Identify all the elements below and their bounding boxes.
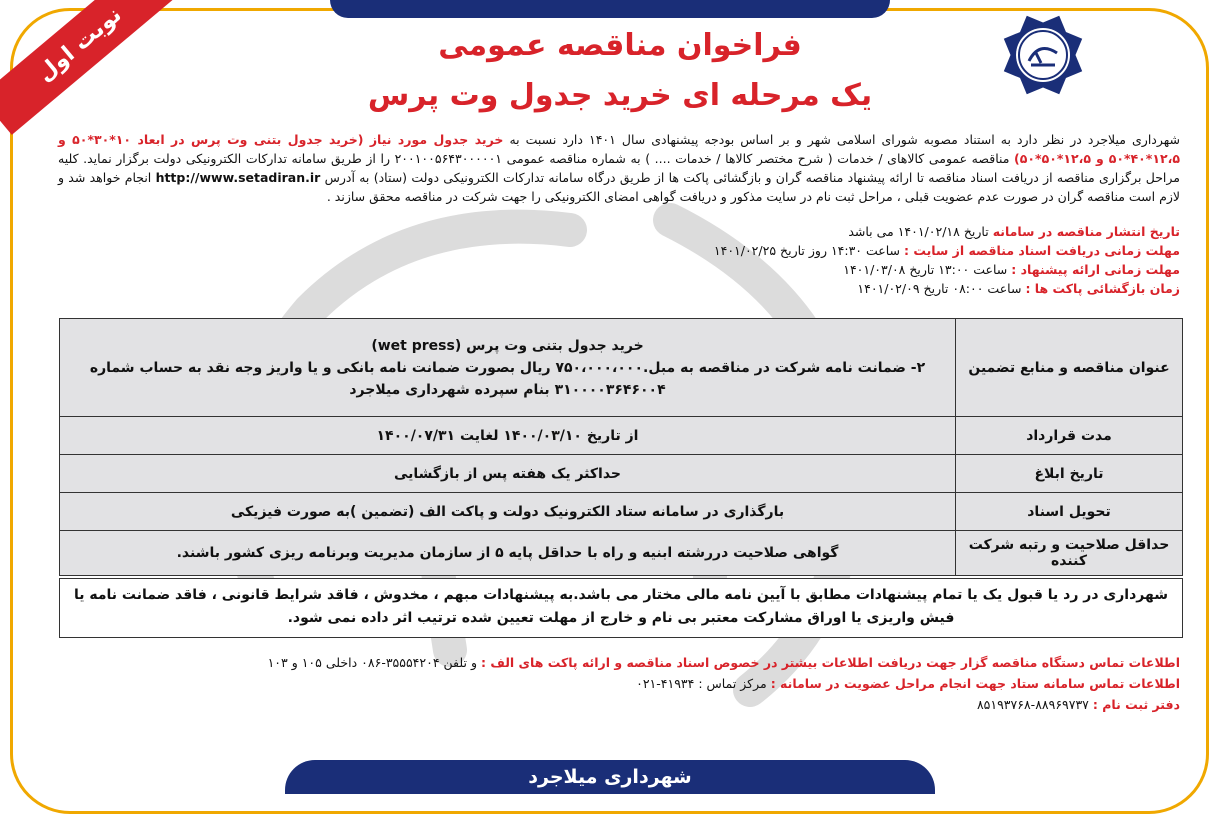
deadline-value: ساعت ۱۳:۰۰ تاریخ ۱۴۰۱/۰۳/۰۸ — [843, 262, 1008, 277]
deadline-label: تاریخ انتشار مناقصه در سامانه — [992, 224, 1180, 239]
deadline-label: مهلت زمانی ارائه پیشنهاد : — [1011, 262, 1180, 277]
table-row — [60, 417, 1183, 455]
deadline-publish — [60, 222, 1180, 241]
intro-text — [58, 130, 1180, 206]
tender-info-table — [59, 318, 1183, 576]
top-banner-bar — [330, 0, 890, 18]
intro-part-a: شهرداری میلاجرد در نظر دارد به استناد مصوبه شورای اسلامی شهر و بر اساس بودجه پیشنهادی سال ۱۴۰۱ دارد نسبت به — [509, 132, 1180, 147]
row-value — [60, 319, 956, 417]
contact-label: دفتر ثبت نام : — [1092, 697, 1180, 712]
footer-municipality-name: شهرداری میلاجرد — [285, 760, 935, 794]
deadline-document — [60, 241, 1180, 260]
row-value-line: ۳۱۰۰۰۰۳۶۴۶۰۰۴ بنام سپرده شهرداری میلاجرد — [349, 381, 666, 398]
contact-registration — [60, 694, 1180, 715]
row-value: از تاریخ ۱۴۰۰/۰۳/۱۰ لغایت ۱۴۰۰/۰۷/۳۱ — [60, 417, 956, 455]
row-value: بارگذاری در سامانه ستاد الکترونیک دولت و پاکت الف (تضمین )به صورت فیزیکی — [60, 493, 956, 531]
table-row — [60, 531, 1183, 576]
deadline-opening — [60, 279, 1180, 298]
row-label: تاریخ ابلاغ — [956, 455, 1183, 493]
contact-tender-office — [60, 652, 1180, 673]
table-row — [60, 455, 1183, 493]
row-value-line: خرید جدول بتنی وت پرس (wet press) — [371, 337, 644, 354]
table-row — [60, 493, 1183, 531]
first-notice-label: نوبت اول — [0, 0, 180, 135]
row-value-line: ۲- ضمانت نامه شرکت در مناقصه به مبل.۷۵۰،۰۰۰،۰۰۰ ریال بصورت ضمانت نامه بانکی و یا واریز وجه نقد به حساب شماره — [89, 359, 926, 376]
title-line-1: فراخوان مناقصه عمومی — [438, 28, 802, 63]
intro-part-b: مناقصه عمومی کالاهای / خدمات ( شرح مختصر کالاها / خدمات .... ) به شماره مناقصه عمومی ۲۰۰۱۰۰۵۶۴۳۰۰۰۰۰۱ را از طریق سامانه تدارکات الکترونیکی دولت برگزار نماید. کلیه مراحل برگزاری مناقصه از دریافت اسناد مناقصه تا ارائه پیشنهاد مناقصه گران و بازگشائی پاکت ها از طریق درگاه سامانه تدارکات الکترونیکی دولت (ستاد) به آدرس — [58, 151, 1180, 185]
contacts-block — [60, 652, 1180, 715]
deadlines-block — [60, 222, 1180, 298]
intro-item-description: خرید جدول مورد نیاز (خرید جدول بتنی وت پرس در ابعاد ۱۰*۳۰*۵۰ و ۱۲،۵*۴۰*۵۰ و ۱۲،۵*۵۰*۵۰) — [58, 132, 1180, 166]
municipality-logo-icon — [1002, 14, 1084, 96]
contact-setad — [60, 673, 1180, 694]
deadline-proposal — [60, 260, 1180, 279]
contact-value: ۸۸۹۶۹۷۳۷-۸۵۱۹۳۷۶۸ — [976, 697, 1089, 712]
municipality-note: شهرداری در رد یا قبول یک یا تمام پیشنهادات مطابق با آیین نامه مالی مختار می باشد.به پیشنهادات مبهم ، مخدوش ، فاقد شرایط قانونی ، فاقد ضمانت نامه یا فیش واریزی یا اوراق مشارکت معتبر بی نام و خارج از مهلت تعیین شده ترتیب اثر داده نمی شود. — [59, 578, 1183, 638]
deadline-value: تاریخ ۱۴۰۱/۰۲/۱۸ می باشد — [848, 224, 989, 239]
contact-value: و تلفن ۳۵۵۵۴۲۰۴-۰۸۶ داخلی ۱۰۵ و ۱۰۳ — [267, 655, 477, 670]
row-value: حداکثر یک هفته پس از بازگشایی — [60, 455, 956, 493]
row-label: حداقل صلاحیت و رتبه شرکت کننده — [956, 531, 1183, 576]
contact-label: اطلاعات تماس سامانه ستاد جهت انجام مراحل عضویت در سامانه : — [770, 676, 1180, 691]
intro-part-c: انجام خواهد شد و لازم است مناقصه گران در صورت عدم عضویت قبلی ، مراحل ثبت نام در سایت مذکور و دریافت گواهی امضای الکترونیکی را جهت شرکت در مناقصه محقق سازند . — [58, 170, 1180, 204]
deadline-label: مهلت زمانی دریافت اسناد مناقصه از سایت : — [904, 243, 1180, 258]
row-label: عنوان مناقصه و منابع تضمین — [956, 319, 1183, 417]
table-row — [60, 319, 1183, 417]
row-value: گواهی صلاحیت دررشته ابنیه و راه با حداقل پایه ۵ از سازمان مدیریت وبرنامه ریزی کشور باشند. — [60, 531, 956, 576]
setad-url-link[interactable]: http://www.setadiran.ir — [155, 170, 321, 185]
row-label: تحویل اسناد — [956, 493, 1183, 531]
deadline-value: ساعت ۰۸:۰۰ تاریخ ۱۴۰۱/۰۲/۰۹ — [857, 281, 1022, 296]
contact-label: اطلاعات تماس دستگاه مناقصه گزار جهت دریافت اطلاعات بیشتر در خصوص اسناد مناقصه و ارائه پاکت های الف : — [480, 655, 1180, 670]
title-line-2: یک مرحله ای خرید جدول وت پرس — [367, 78, 873, 113]
deadline-label: زمان بازگشائی پاکت ها : — [1025, 281, 1180, 296]
intro-paragraph — [58, 130, 1180, 206]
contact-value: مرکز تماس : ۴۱۹۳۴-۰۲۱ — [636, 676, 767, 691]
deadline-value: ساعت ۱۴:۳۰ روز تاریخ ۱۴۰۱/۰۲/۲۵ — [713, 243, 901, 258]
row-label: مدت قرارداد — [956, 417, 1183, 455]
